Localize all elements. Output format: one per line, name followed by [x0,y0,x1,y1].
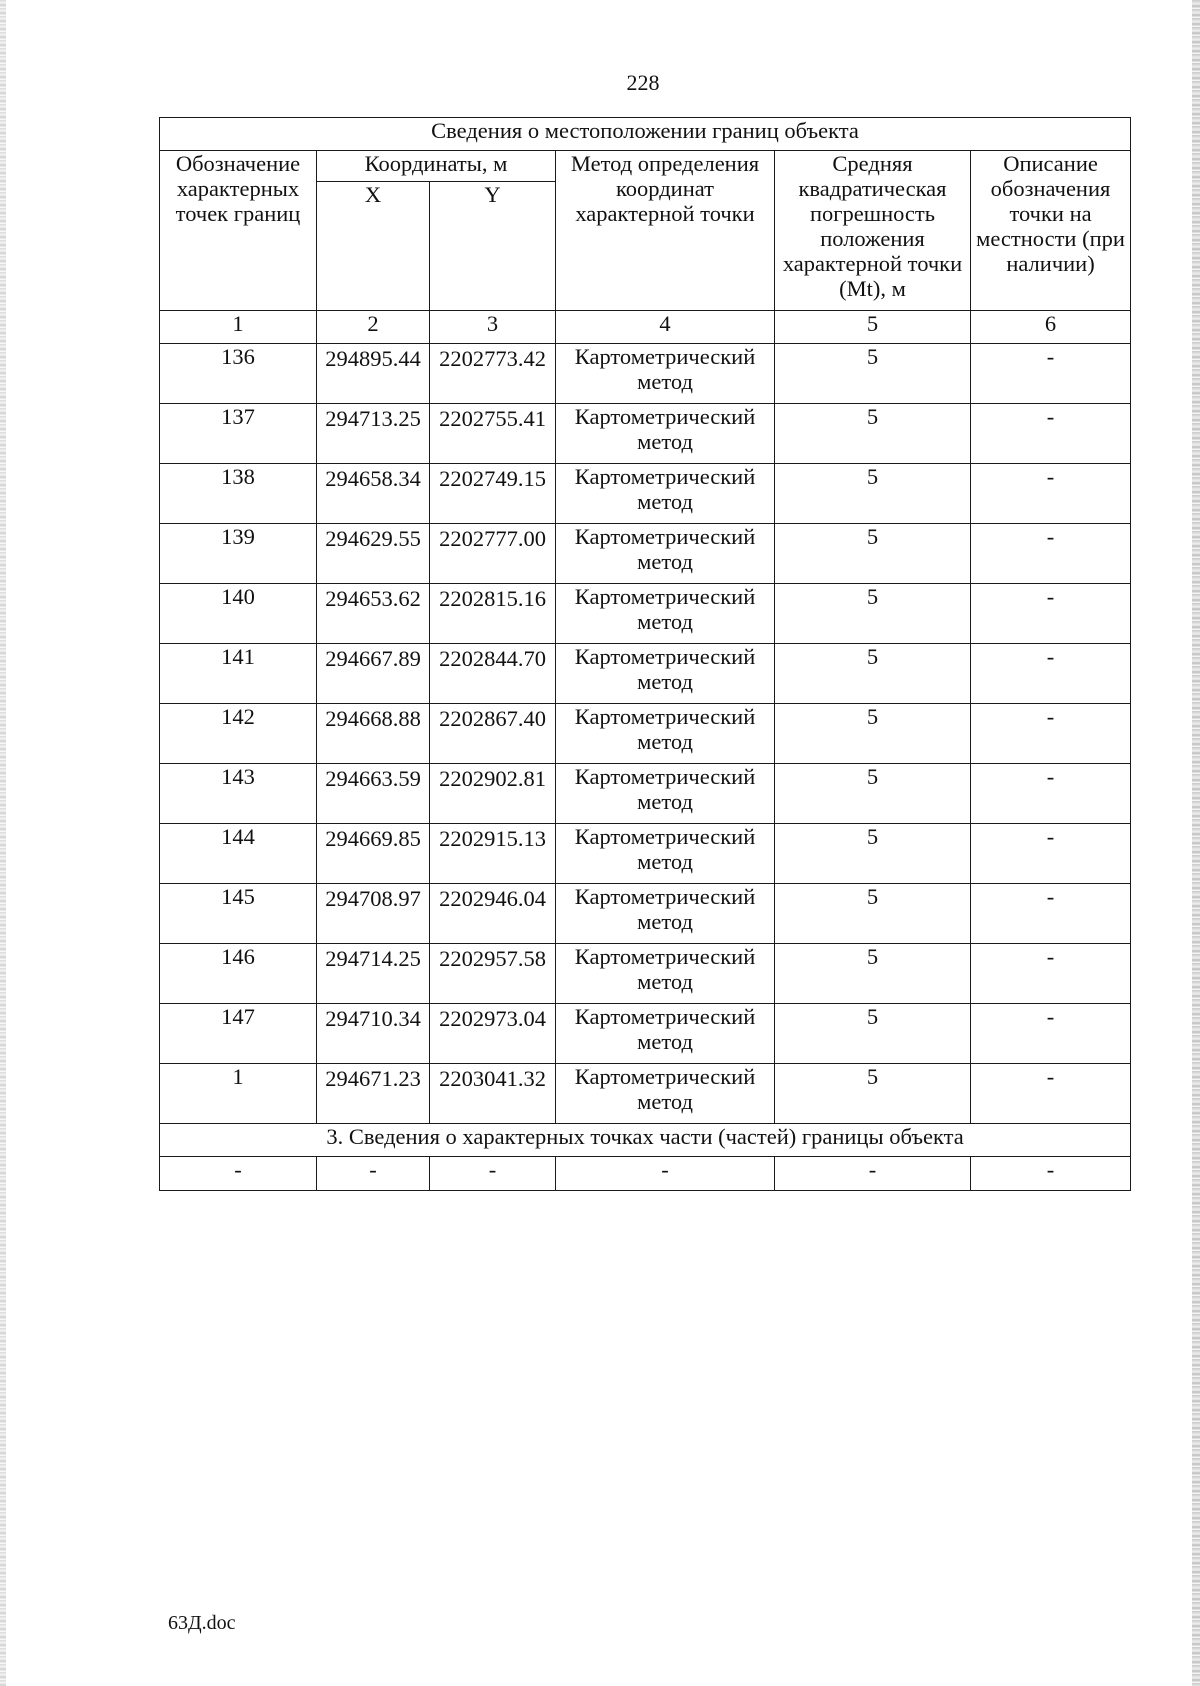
point-designation-cell: 138 [160,464,317,524]
y-coordinate-cell: 2202844.70 [430,644,556,704]
x-coordinate-cell: 294708.97 [317,884,430,944]
footer-filename: 63Д.doc [168,1612,236,1634]
table-title-row [160,118,1131,151]
header-coordinates-group: Координаты, м [317,151,556,182]
table-title: Сведения о местоположении границ объекта [160,118,1131,151]
x-coordinate-cell: 294658.34 [317,464,430,524]
point-designation-cell: 144 [160,824,317,884]
section-3-cell: - [971,1157,1131,1191]
point-description-cell: - [971,884,1131,944]
point-description-cell: - [971,404,1131,464]
point-description-cell: - [971,524,1131,584]
column-number: 5 [775,311,971,344]
y-coordinate-cell: 2202902.81 [430,764,556,824]
point-designation-cell: 136 [160,344,317,404]
point-designation-cell: 142 [160,704,317,764]
method-cell: Картометрический метод [556,524,775,584]
y-coordinate-cell: 2202777.00 [430,524,556,584]
x-coordinate-cell: 294669.85 [317,824,430,884]
section-3-title-row [160,1124,1131,1157]
method-cell: Картометрический метод [556,704,775,764]
point-description-cell: - [971,344,1131,404]
point-description-cell: - [971,704,1131,764]
table-row [160,944,1131,1004]
table-row [160,404,1131,464]
point-designation-cell: 145 [160,884,317,944]
point-designation-cell: 140 [160,584,317,644]
table-row [160,464,1131,524]
y-coordinate-cell: 2203041.32 [430,1064,556,1124]
mean-error-cell: 5 [775,464,971,524]
y-coordinate-cell: 2202915.13 [430,824,556,884]
x-coordinate-cell: 294663.59 [317,764,430,824]
point-description-cell: - [971,944,1131,1004]
x-coordinate-cell: 294895.44 [317,344,430,404]
point-designation-cell: 139 [160,524,317,584]
column-number-row [160,311,1131,344]
column-number: 3 [430,311,556,344]
point-description-cell: - [971,464,1131,524]
header-y: Y [430,182,556,311]
table-row [160,884,1131,944]
mean-error-cell: 5 [775,584,971,644]
mean-error-cell: 5 [775,344,971,404]
point-designation-cell: 146 [160,944,317,1004]
column-number: 2 [317,311,430,344]
x-coordinate-cell: 294668.88 [317,704,430,764]
column-number: 6 [971,311,1131,344]
header-point-description: Описание обозначения точки на местности (при наличии) [971,151,1131,311]
method-cell: Картометрический метод [556,344,775,404]
point-designation-cell: 1 [160,1064,317,1124]
method-cell: Картометрический метод [556,884,775,944]
table-row [160,704,1131,764]
table-row [160,1064,1131,1124]
point-description-cell: - [971,1064,1131,1124]
mean-error-cell: 5 [775,824,971,884]
method-cell: Картометрический метод [556,1004,775,1064]
section-3-cell: - [556,1157,775,1191]
table-row [160,644,1131,704]
y-coordinate-cell: 2202749.15 [430,464,556,524]
mean-error-cell: 5 [775,1004,971,1064]
table-row [160,524,1131,584]
y-coordinate-cell: 2202946.04 [430,884,556,944]
method-cell: Картометрический метод [556,464,775,524]
x-coordinate-cell: 294653.62 [317,584,430,644]
section-3-cell: - [775,1157,971,1191]
mean-error-cell: 5 [775,944,971,1004]
header-x: X [317,182,430,311]
scan-edge-left [0,0,6,1686]
method-cell: Картометрический метод [556,824,775,884]
point-designation-cell: 141 [160,644,317,704]
y-coordinate-cell: 2202815.16 [430,584,556,644]
y-coordinate-cell: 2202973.04 [430,1004,556,1064]
column-number: 4 [556,311,775,344]
mean-error-cell: 5 [775,524,971,584]
section-3-cell: - [160,1157,317,1191]
point-description-cell: - [971,584,1131,644]
mean-error-cell: 5 [775,704,971,764]
section-3-title: 3. Сведения о характерных точках части (частей) границы объекта [160,1124,1131,1157]
x-coordinate-cell: 294629.55 [317,524,430,584]
method-cell: Картометрический метод [556,764,775,824]
mean-error-cell: 5 [775,764,971,824]
page-number: 228 [626,70,660,95]
x-coordinate-cell: 294710.34 [317,1004,430,1064]
column-number: 1 [160,311,317,344]
point-designation-cell: 147 [160,1004,317,1064]
mean-error-cell: 5 [775,884,971,944]
header-method: Метод определения координат характерной точки [556,151,775,311]
x-coordinate-cell: 294671.23 [317,1064,430,1124]
method-cell: Картометрический метод [556,1064,775,1124]
mean-error-cell: 5 [775,644,971,704]
x-coordinate-cell: 294714.25 [317,944,430,1004]
x-coordinate-cell: 294667.89 [317,644,430,704]
boundary-coordinates-table [159,117,1131,1191]
method-cell: Картометрический метод [556,644,775,704]
x-coordinate-cell: 294713.25 [317,404,430,464]
y-coordinate-cell: 2202957.58 [430,944,556,1004]
section-3-cell: - [430,1157,556,1191]
point-designation-cell: 143 [160,764,317,824]
mean-error-cell: 5 [775,404,971,464]
scan-edge-right [1192,0,1200,1686]
table-row [160,344,1131,404]
point-description-cell: - [971,824,1131,884]
point-description-cell: - [971,644,1131,704]
method-cell: Картометрический метод [556,404,775,464]
header-point-designation: Обозначение характерных точек границ [160,151,317,311]
point-designation-cell: 137 [160,404,317,464]
section-3-cell: - [317,1157,430,1191]
point-description-cell: - [971,764,1131,824]
y-coordinate-cell: 2202755.41 [430,404,556,464]
table-row [160,1004,1131,1064]
point-description-cell: - [971,1004,1131,1064]
section-3-row [160,1157,1131,1191]
table-row [160,584,1131,644]
table-row [160,764,1131,824]
mean-error-cell: 5 [775,1064,971,1124]
table-row [160,824,1131,884]
method-cell: Картометрический метод [556,944,775,1004]
y-coordinate-cell: 2202773.42 [430,344,556,404]
header-mean-error: Средняя квадратическая погрешность положения характерной точки (Mt), м [775,151,971,311]
y-coordinate-cell: 2202867.40 [430,704,556,764]
method-cell: Картометрический метод [556,584,775,644]
header-row-top [160,151,1131,182]
